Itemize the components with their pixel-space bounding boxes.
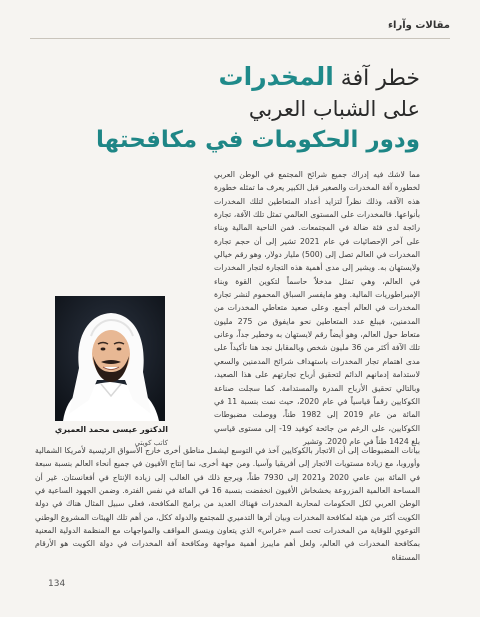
title-line-1	[30, 62, 420, 94]
section-tag: مقالات وآراء	[387, 20, 450, 31]
title-highlight: المخدرات	[218, 62, 334, 91]
article-column-text: مما لاشك فيه إدراك جميع شرائح المجتمع في الوطن العربي لخطورة آفة المخدرات والصغير قبل الكبير يعرف ما تمثله خطورة هذه الآفة، وذلك نظراً لتزايد أعداد المتعاطين لتلك المخدرات بأنواعها. فالمخدرات على المستوى العالمي تمثل تلك الآفة، تجارة رائجة لدى فئة ضالة في المجتمعات. فمن الناحية المالية وبناء على آخر الإحصائيات في عام 2021 تشير إلى أن حجم تجارة المخدرات في العالم تصل إلى (500) مليار دولار، وهو رقم خيالي ولايستهان به. ويشير إلى مدى أهمية هذه التجارة لتجار المخدرات في العالم، وهي تمثل مدخلاً حاسماً لتكوين القوة وبناء الإمبراطوريات المالية. وهو مايفسر السباق المحموم لنشر تجارة المخدرات في العالم أجمع. وعلى صعيد متعاطي المخدرات من المدمنين، فيبلغ عدد المتعاطين نحو مايفوق من 275 مليون متعاط حول العالم، وهو أيضاً رقم لايستهان به وخطير جداً، وعانى تلك الآفة أكثر من 36 مليون شخص وبالمقابل نجد هنا تأكيداً على مدى اهتمام تجار المخدرات باستهداف شرائح المدمنين والسعي لاستدامة إدمانهم الدائم لتحقيق أرباح تجارتهم على هذا الصعيد، وبالتالي تحقيق الأرباح المدرة والمستدامة. كما سجلت صناعة الكوكايين رقماً قياسياً في عام 2020، حيث نمت بنسبة 11 في المائة من عام 2019 إلى 1982 طناً، ووصلت مضبوطات الكوكايين، على الرغم من جائحة كوفيد 19- إلى مستوى قياسي بلغ 1424 طناً في عام 2020. وتشير	[214, 170, 421, 446]
section-divider	[30, 38, 450, 39]
article-title	[30, 62, 420, 156]
author-role: كاتب كويتي	[134, 439, 168, 447]
page-number: 134	[48, 579, 66, 589]
author-photo	[55, 296, 165, 421]
author-portrait-image	[55, 296, 165, 421]
author-name: الدكتور عيسى محمد العميري	[54, 425, 168, 434]
title-line-2: على الشباب العربي	[248, 97, 420, 121]
title-line-3: ودور الحكومات في مكافحتها	[96, 127, 420, 153]
title-prefix: خطر آفة	[333, 66, 420, 91]
article-full-width-text: بيانات المضبوطات إلى أن الاتجار بالكوكايين آخذ في التوسع ليشمل مناطق أخرى خارج الأسواق الرئيسية لأمريكا الشمالية وأوروبا، مع زيادة مستويات الاتجار إلى أفريقيا وآسيا. ومن جهة أخرى، نما إنتاج الأفيون في جميع أنحاء العالم بنسبة سبعة في المائة بين عامي 2020 و2021 إلى 7930 طناً، ويرجع ذلك في الغالب إلى زيادة الإنتاج في أفغانستان. غير أن المساحة العالمية المزروعة بخشخاش الأفيون انخفضت بنسبة 16 في المائة في نفس الفترة. وضمن الجهود الساعية في الوطن العربي لكل الحكومات لمحاربة المخدرات فهناك العديد من برامج المكافحة، فعلى سبيل المثال هناك في دولة الكويت أكثر من هيئة لمكافحة المخدرات وبيان أثرها التدميري للمجتمع والدولة ككل، من أهم تلك الهيئات المشروع الوطني التوعوي للوقاية من المخدرات تحت اسم «غراس» الذي يتعاون وينسق المواقف والمواجهات مع المنظمة الدولية المعنية بمكافحة المخدرات في العالم، ولعل أهم مايبرز أهمية مواجهة ومكافحة آفة المخدرات في دولة الكويت هو الأرقام المستقاة	[35, 446, 421, 562]
